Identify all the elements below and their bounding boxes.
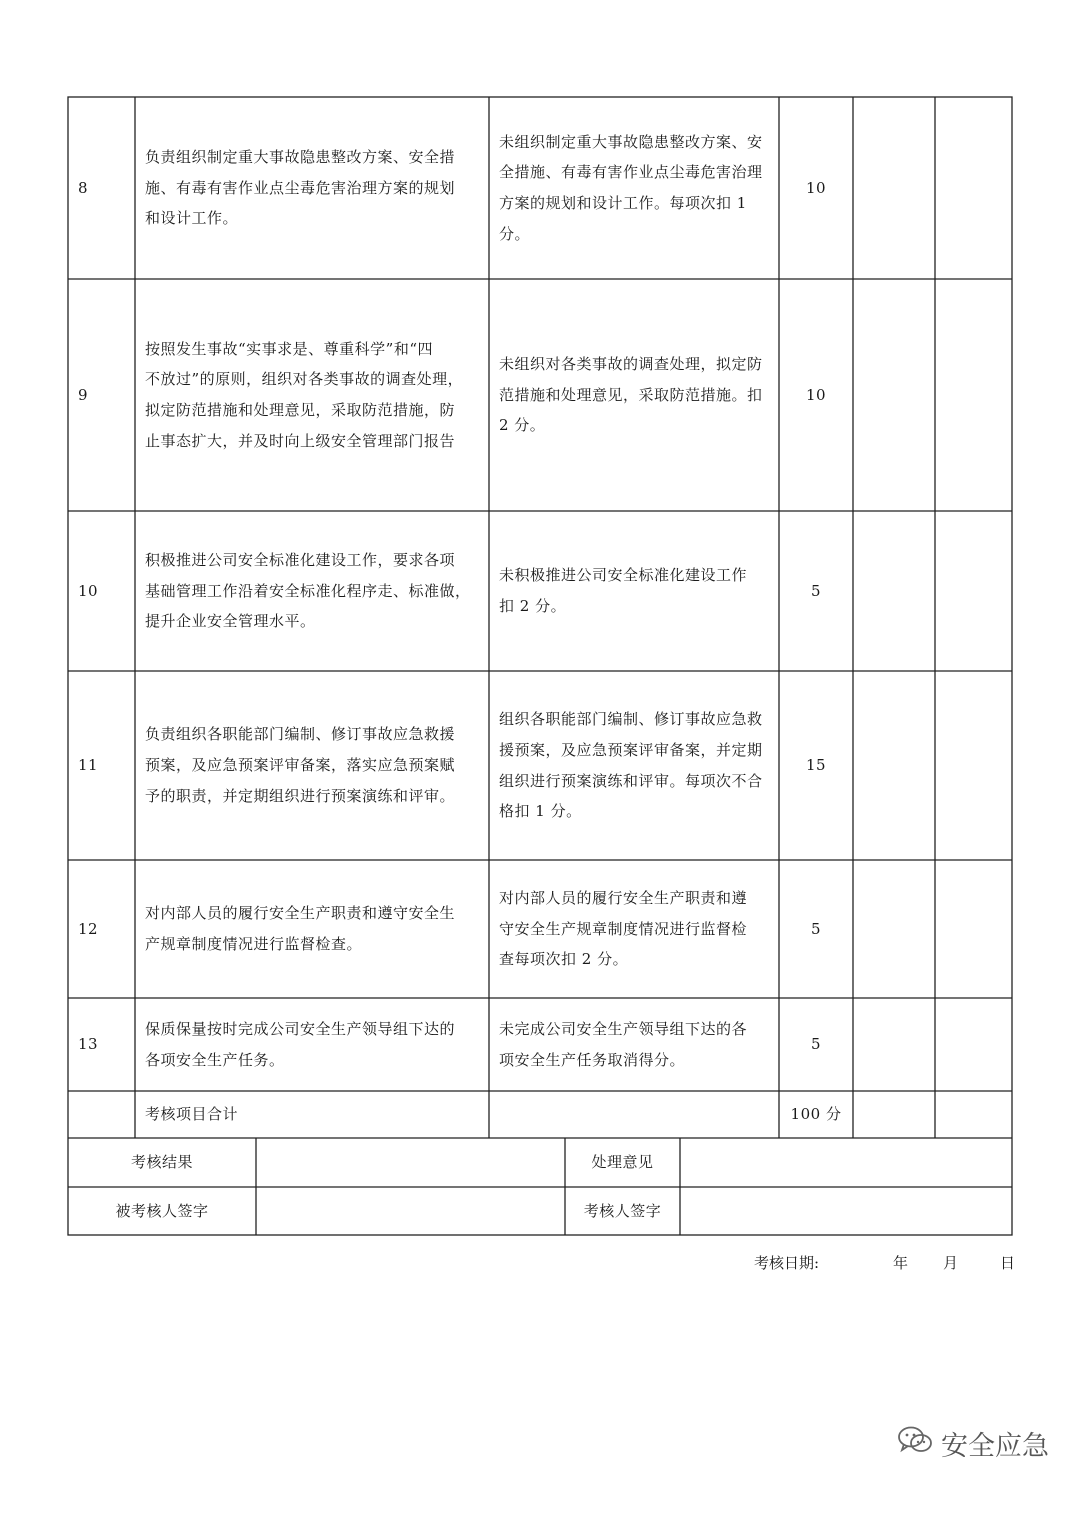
assessor-signature-field[interactable]	[680, 1187, 1012, 1235]
date-year: 年	[893, 1254, 909, 1272]
deduction-criteria: 对内部人员的履行安全生产职责和遵 守安全生产规章制度情况进行监督检 查每项次扣 2 分。	[499, 888, 748, 969]
date-day: 日	[1000, 1254, 1016, 1272]
date-label: 考核日期:	[754, 1254, 820, 1272]
assessor-signature-label: 考核人签字	[583, 1201, 662, 1220]
assessee-signature-field[interactable]	[256, 1187, 565, 1235]
score-value: 5	[810, 1035, 822, 1054]
score-value: 5	[810, 581, 822, 600]
responsibility-content: 负责组织制定重大事故隐患整改方案、安全措 施、有毒有害作业点尘毒危害治理方案的规划 和设计工作。	[145, 147, 456, 228]
deduction-criteria: 未组织对各类事故的调查处理，拟定防 范措施和处理意见，采取防范措施。扣 2 分。	[499, 354, 763, 435]
wechat-icon	[897, 1425, 933, 1462]
row-number: 13	[78, 1035, 99, 1054]
responsibility-content: 按照发生事故“实事求是、尊重科学”和“四 不放过”的原则，组织对各类事故的调查处理， 拟定防范措施和处理意见，采取防范措施，防 止事态扩大，并及时向上级安全管理部门报告	[145, 339, 464, 450]
row-number: 10	[78, 581, 99, 600]
score-value: 10	[805, 385, 827, 404]
row-number: 8	[78, 178, 89, 197]
responsibility-content: 负责组织各职能部门编制、修订事故应急救援 预案，及应急预案评审备案，落实应急预案赋 予的职责，并定期组织进行预案演练和评审。	[145, 725, 456, 805]
deduction-criteria: 未完成公司安全生产领导组下达的各 项安全生产任务取消得分。	[499, 1019, 748, 1069]
opinion-label: 处理意见	[591, 1153, 654, 1172]
result-label: 考核结果	[130, 1153, 193, 1172]
deduction-criteria: 未组织制定重大事故隐患整改方案、安 全措施、有毒有害作业点尘毒危害治理 方案的规划和设计工作。每项次扣 1 分。	[499, 132, 763, 243]
responsibility-content: 对内部人员的履行安全生产职责和遵守安全生 产规章制度情况进行监督检查。	[145, 904, 456, 953]
score-value: 15	[805, 756, 827, 775]
responsibility-content: 积极推进公司安全标准化建设工作，要求各项 基础管理工作沿着安全标准化程序走、标准做， 提升企业安全管理水平。	[145, 550, 471, 631]
row-number: 12	[78, 919, 99, 938]
opinion-field[interactable]	[680, 1138, 1012, 1187]
row-number: 9	[78, 385, 89, 404]
score-value: 10	[805, 178, 827, 197]
watermark	[897, 1418, 1049, 1468]
deduction-criteria: 未积极推进公司安全标准化建设工作 扣 2 分。	[499, 566, 748, 615]
watermark-text: 安全应急	[941, 1430, 1049, 1462]
deduction-criteria: 组织各职能部门编制、修订事故应急救 援预案，及应急预案评审备案，并定期 组织进行预案演练和评审。每项次不合 格扣 1 分。	[499, 710, 763, 821]
score-value: 5	[810, 919, 822, 938]
assessment-date	[0, 1252, 1080, 1280]
total-label: 考核项目合计	[145, 1105, 239, 1124]
total-score: 100 分	[790, 1105, 842, 1124]
assessee-signature-label: 被考核人签字	[115, 1201, 209, 1220]
row-number: 11	[78, 756, 99, 775]
date-month: 月	[943, 1254, 959, 1272]
result-field[interactable]	[256, 1138, 565, 1187]
responsibility-content: 保质保量按时完成公司安全生产领导组下达的 各项安全生产任务。	[145, 1019, 456, 1069]
